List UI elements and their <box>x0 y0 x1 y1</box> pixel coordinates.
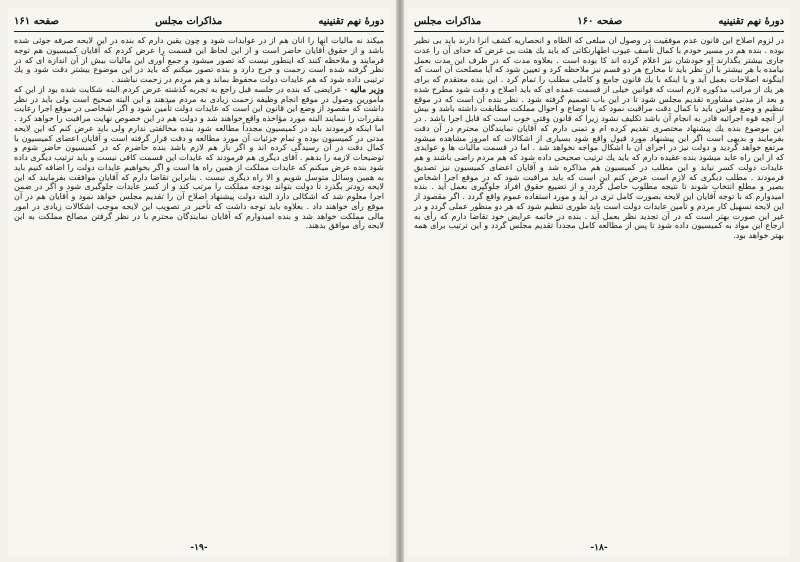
left-page-header <box>8 12 390 30</box>
body-text: در لزوم اصلاح این قانون عدم موفقیت در وصول آن مبلغی که الطاه و انحصاریه کشف آنرا دارند باید بی نظیر بوده . بنده هم در مسیر خودم با کمال تأسف عیوب اطهارنکاتی که باید یك هئت بی غرض که خدای آن را عدت جاری بیشتر بگذارند او خودشان نیز اعلام کرده اند کا بوده است . بعلاوه مدت که در ظرف این مدت بعمل نیامده با هر بیشتر با آن نظر باید تا مخارج هر دو قسم نیز ملاحظه کرد و تعیین شود که آیا مصلحت آن است که اینگونه اصلاحات بعمل آید و یا اینکه با یك قانون جامع و کاملی مطلب را تمام کرد . این بنده معتقدم که برای هر یك از مراتب مذکوره لازم است که قوانین خیلی از قسمت عمده ای که باید اصلاح و دقت شود مطرح شده و بعد از مدتی مشاوره تقدیم مجلس شود تا در این باب تصمیم گرفته شود . نظر بنده آن است که در موقع تنظیم و وضع قوانین باید با کمال دقت مراقبت نمود که با اوضاع و احوال مملکت مطابقت داشته باشد و بیش از آنچه قوه اجرائیه قادر به انجام آن باشد تکلیف نشود زیرا که قانون وقتی خوب است که قابل اجرا باشد . در این موضوع بنده یك پیشنهاد مختصری تقدیم کرده ام و تمنی دارم که آقایان نمایندگان محترم در آن دقت بفرمایند و بدیهی است اگر این پیشنهاد مورد قبول واقع شود بسیاری از اشکالات که امروز مشاهده میشود مرتفع خواهد گردید و دولت نیز در اجرای آن با اشکال مواجه نخواهد شد . اما در قسمت مالیات ها و عوایدی که از این راه عاید میشود بنده عقیده دارم که باید یك ترتیب صحیحی داده شود که هم مردم راضی باشند و هم عایدات دولت کسر نیاید و این مطلب در کمیسیون هم مذاکره شد و آقایان اعضای کمیسیون نیز تصدیق فرمودند . مطلب دیگری که لازم است عرض کنم این است که باید مراقبت شود که در موقع اجرا اشخاص بصیر و مطلع انتخاب شوند تا نتیجه مطلوب حاصل گردد و از تضییع حقوق افراد جلوگیری بعمل آید . بنده امیدوارم که با توجه آقایان این لایحه بصورت کامل تری در آید و مورد استفاده عموم واقع گردد . اگر مقصود از این لایحه تسهیل کار مردم و تأمین عایدات دولت است باید طوری تنظیم شود که هر دو منظور عملی گردد و در غیر این صورت بهتر است که در آن تجدید نظر بعمل آید . بنده در خاتمه عرایض خود تقاضا دارم که رأی به ارجاع این مواد به کمیسیون داده شود تا پس از مطالعه کامل مجدداً تقدیم مجلس گردد و این ترتیب برای همه بهتر خواهد بود. <box>414 36 784 240</box>
header-rule <box>414 31 784 32</box>
running-title: مذاکرات مجلس <box>414 15 482 27</box>
page-folio: -۱۹- <box>190 543 208 553</box>
book-gutter <box>396 0 404 562</box>
left-page-body <box>14 36 384 540</box>
running-title: مذاکرات مجلس <box>155 15 223 27</box>
speaker-heading: وزیر مالیه <box>350 83 384 94</box>
speech-text: - عرایضی که بنده در جلسه قبل راجع به تجربه گذشته عرض کردم البته شکایت شده بود از این که مأمورین وصول در موقع انجام وظیفه زحمت زیادی به مردم میدهند و این البته صحیح است ولی باید در نظر داشت که مقصود از وضع این قانون این است که عایدات دولت تأمین شود و اگر اشخاصی در موقع اجرا رعایت مقررات را ننمایند البته مورد مؤاخذه واقع خواهند شد و دولت هم در این خصوص نهایت مراقبت را خواهد کرد . اما اینکه فرمودند باید در کمیسیون مجدداً مطالعه شود بنده مخالفتی ندارم ولی باید عرض کنم که این لایحه مدتی در کمیسیون بوده و تمام جزئیات آن مورد مطالعه و دقت قرار گرفته است و آقایان اعضای کمیسیون با کمال دقت در آن رسیدگی کرده اند و اگر باز هم لازم باشد بنده حاضرم که در کمیسیون حاضر شوم و توضیحات لازمه را بدهم . آقای دیگری هم فرمودند که عایدات این قسمت کافی نیست و باید ترتیب دیگری داده شود بنده عرض میکنم که عایدات مملکت از همین راه ها است و اگر بخواهیم عایدات دولت را اضافه کنیم باید به همین وسائل متوسل شویم و الا راه دیگری نیست . بنابراین تقاضا دارم که آقایان موافقت بفرمایند که این لایحه زودتر بگذرد تا دولت بتواند بودجه مملکت را مرتب کند و از کسر عایدات جلوگیری شود و اگر در ضمن اجرا معلوم شد که اشکالی دارد البته دولت پیشنهاد اصلاح آن را تقدیم مجلس خواهد نمود و آقایان هم در آن موقع رأی خواهند داد . بعلاوه باید توجه داشت که تأخیر در تصویب این لایحه موجب اشکالات زیادی در امور مالی مملکت خواهد شد و بنده امیدوارم که آقایان نمایندگان محترم با در نظر گرفتن مصالح مملکت به این لایحه رأی موافق بدهند. <box>14 83 384 231</box>
session-label: دورهٔ نهم تقنینیه <box>718 15 784 27</box>
page-folio: -۱۸- <box>590 543 608 553</box>
speech-paragraph <box>14 85 384 231</box>
left-page <box>8 8 390 556</box>
page-number-label: صفحه ۱۶۰ <box>577 15 623 27</box>
page-number-label: صفحه ۱۶۱ <box>14 15 59 27</box>
right-page <box>408 8 790 556</box>
body-text: میکند نه مالیات آنها را آنان هم از در عوایدات شود و چون یقین دارم که بنده در این لایحه صرفه جوئی شده باشد و از حقوق آقایان حاضر است و از این لحاظ این قسمت را عرض کردم که آقایان کمیسیون هم توجه فرمایند و ملاحظه کنند که اینطور نیست که تصور میشود و جمع آوری این مالیات بیش از آن اندازه ای که در نظر گرفته شده است زحمت و خرج دارد و بنده تصور میکنم که باید در این موضوع بیشتر دقت شود و یك ترتیبی داده شود که هم عایدات دولت محفوظ بماند و هم مردم در زحمت نباشند . <box>14 36 384 84</box>
session-label: دورهٔ نهم تقنینیه <box>318 15 384 27</box>
right-page-body <box>414 36 784 540</box>
right-page-header <box>408 12 790 30</box>
header-rule <box>14 31 384 32</box>
